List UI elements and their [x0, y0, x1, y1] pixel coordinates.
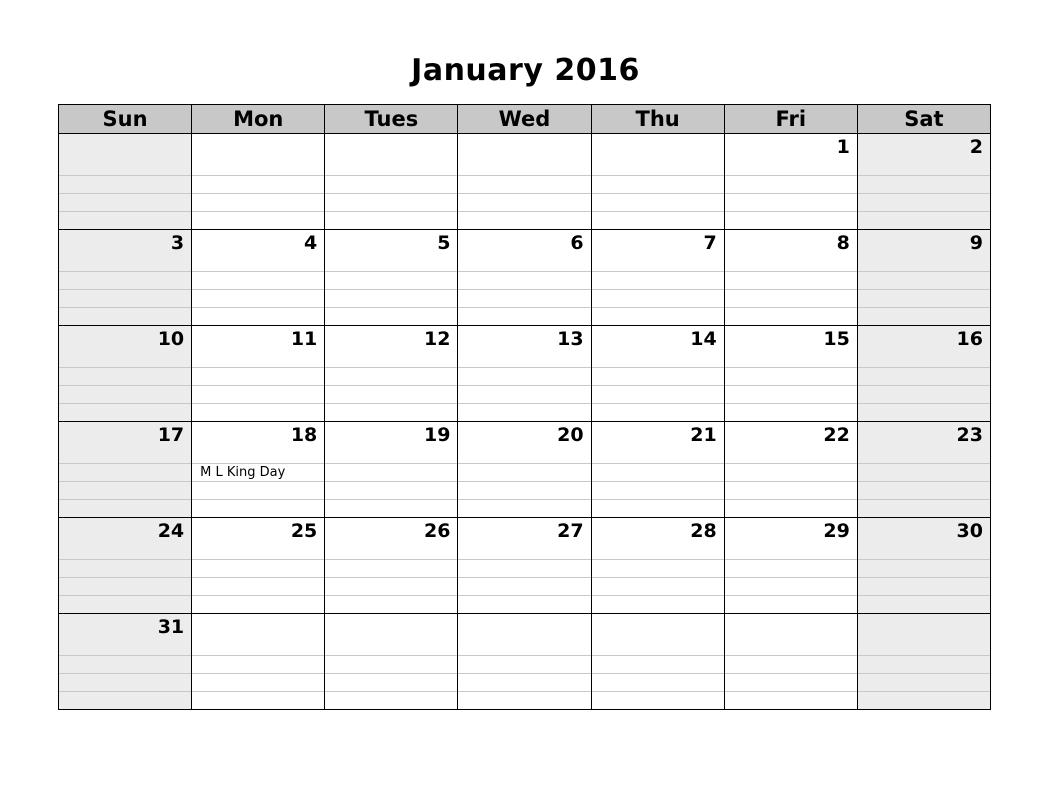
day-number: 26 [423, 520, 451, 542]
week-row [59, 518, 991, 614]
week-row [59, 422, 991, 518]
day-cell[interactable] [724, 614, 857, 710]
writing-line [858, 175, 990, 176]
writing-line [59, 691, 191, 692]
day-cell[interactable] [724, 134, 857, 230]
day-number: 5 [437, 232, 451, 254]
calendar-body [59, 134, 991, 710]
writing-line [325, 481, 457, 482]
day-cell[interactable] [192, 230, 325, 326]
writing-line [59, 289, 191, 290]
writing-line [858, 193, 990, 194]
writing-line [725, 175, 857, 176]
day-cell[interactable] [192, 614, 325, 710]
week-row [59, 614, 991, 710]
day-number: 10 [157, 328, 185, 350]
day-number: 11 [290, 328, 318, 350]
day-cell[interactable] [458, 422, 591, 518]
calendar-title: January 2016 [411, 53, 640, 88]
writing-line [592, 289, 724, 290]
writing-line [725, 367, 857, 368]
day-number: 3 [170, 232, 185, 254]
day-number: 29 [823, 520, 850, 542]
writing-line [325, 193, 457, 194]
writing-line [725, 577, 857, 578]
writing-line [458, 385, 590, 386]
writing-line [458, 367, 590, 368]
day-number: 30 [956, 520, 983, 542]
writing-line [725, 481, 857, 482]
day-cell[interactable] [192, 518, 325, 614]
day-number: 8 [836, 232, 850, 254]
day-cell[interactable] [857, 422, 990, 518]
writing-line [725, 691, 857, 692]
writing-line [725, 559, 857, 560]
writing-line [325, 289, 457, 290]
day-number: 7 [703, 232, 717, 254]
writing-line [458, 463, 590, 464]
writing-line [858, 385, 990, 386]
day-number: 6 [570, 232, 584, 254]
writing-line [192, 403, 324, 404]
day-cell[interactable] [857, 518, 990, 614]
weekday-wed: Wed [458, 105, 591, 134]
day-cell[interactable] [192, 422, 325, 518]
day-cell[interactable] [591, 614, 724, 710]
writing-line [325, 577, 457, 578]
writing-line [592, 271, 724, 272]
writing-line [325, 463, 457, 464]
day-cell[interactable] [192, 134, 325, 230]
writing-line [725, 403, 857, 404]
writing-line [858, 499, 990, 500]
week-row [59, 230, 991, 326]
day-number: 27 [557, 520, 584, 542]
day-cell[interactable] [192, 326, 325, 422]
writing-line [192, 175, 324, 176]
writing-line [858, 481, 990, 482]
day-number: 4 [304, 232, 318, 254]
day-cell[interactable] [458, 134, 591, 230]
writing-line [458, 175, 590, 176]
day-number: 18 [290, 424, 318, 446]
writing-line [192, 673, 324, 674]
writing-line [192, 499, 324, 500]
day-number: 21 [690, 424, 717, 446]
day-cell[interactable] [59, 134, 192, 230]
writing-line [59, 367, 191, 368]
day-number: 15 [823, 328, 850, 350]
writing-line [59, 577, 191, 578]
writing-line [59, 307, 191, 308]
writing-line [858, 673, 990, 674]
writing-line [59, 559, 191, 560]
day-cell[interactable] [591, 518, 724, 614]
writing-line [858, 289, 990, 290]
writing-line [325, 403, 457, 404]
day-cell[interactable] [325, 326, 458, 422]
writing-line [858, 559, 990, 560]
writing-line [458, 193, 590, 194]
writing-line [325, 307, 457, 308]
day-number: 13 [557, 328, 584, 350]
writing-line [725, 385, 857, 386]
day-cell[interactable] [724, 326, 857, 422]
writing-line [192, 577, 324, 578]
writing-line [725, 595, 857, 596]
writing-line [325, 385, 457, 386]
writing-line [458, 211, 590, 212]
day-number: 24 [157, 520, 185, 542]
day-number: 19 [423, 424, 451, 446]
writing-line [192, 289, 324, 290]
writing-line [325, 367, 457, 368]
writing-line [592, 481, 724, 482]
day-number: 25 [290, 520, 318, 542]
writing-line [858, 271, 990, 272]
writing-line [592, 577, 724, 578]
day-cell[interactable] [857, 230, 990, 326]
day-cell[interactable] [59, 614, 192, 710]
day-cell[interactable] [724, 422, 857, 518]
writing-line [458, 655, 590, 656]
weekday-thu: Thu [591, 105, 724, 134]
day-cell[interactable] [325, 422, 458, 518]
writing-line [59, 403, 191, 404]
day-number: 12 [423, 328, 451, 350]
writing-line [325, 499, 457, 500]
writing-line [192, 193, 324, 194]
writing-line [858, 577, 990, 578]
writing-line [725, 499, 857, 500]
writing-line [192, 307, 324, 308]
writing-line [458, 577, 590, 578]
writing-line [592, 463, 724, 464]
day-cell[interactable] [59, 422, 192, 518]
event-label: M L King Day [200, 465, 286, 480]
writing-line [458, 499, 590, 500]
writing-line [192, 481, 324, 482]
writing-line [592, 673, 724, 674]
day-cell[interactable] [458, 326, 591, 422]
writing-line [858, 211, 990, 212]
weekday-header-row [59, 105, 991, 134]
day-cell[interactable] [59, 230, 192, 326]
day-cell[interactable] [591, 326, 724, 422]
writing-line [192, 691, 324, 692]
writing-line [325, 271, 457, 272]
writing-line [325, 175, 457, 176]
day-cell[interactable] [857, 326, 990, 422]
writing-line [192, 595, 324, 596]
day-cell[interactable] [325, 230, 458, 326]
writing-line [192, 211, 324, 212]
day-cell[interactable] [458, 230, 591, 326]
writing-line [858, 403, 990, 404]
day-cell[interactable] [325, 614, 458, 710]
writing-line [59, 595, 191, 596]
writing-line [192, 655, 324, 656]
writing-line [325, 673, 457, 674]
writing-line [725, 307, 857, 308]
day-cell[interactable] [591, 134, 724, 230]
writing-line [59, 673, 191, 674]
writing-line [725, 673, 857, 674]
writing-line [858, 463, 990, 464]
writing-line [458, 289, 590, 290]
writing-line [592, 559, 724, 560]
writing-line [725, 655, 857, 656]
writing-line [59, 499, 191, 500]
writing-line [592, 211, 724, 212]
writing-line [59, 463, 191, 464]
day-number: 28 [690, 520, 717, 542]
day-number: 22 [823, 424, 850, 446]
weekday-sat: Sat [857, 105, 990, 134]
day-number: 17 [157, 424, 185, 446]
writing-line [592, 175, 724, 176]
writing-line [592, 499, 724, 500]
writing-line [858, 655, 990, 656]
writing-line [458, 691, 590, 692]
writing-line [858, 307, 990, 308]
writing-line [458, 307, 590, 308]
writing-line [592, 655, 724, 656]
day-number: 31 [157, 616, 185, 638]
writing-line [725, 211, 857, 212]
day-number: 16 [956, 328, 983, 350]
writing-line [592, 691, 724, 692]
writing-line [458, 403, 590, 404]
writing-line [725, 289, 857, 290]
day-number: 9 [969, 232, 983, 254]
weekday-tues: Tues [325, 105, 458, 134]
week-row [59, 326, 991, 422]
writing-line [59, 655, 191, 656]
writing-line [458, 559, 590, 560]
day-cell[interactable] [857, 134, 990, 230]
writing-line [592, 307, 724, 308]
day-cell[interactable] [458, 518, 591, 614]
day-cell[interactable] [591, 422, 724, 518]
day-cell[interactable] [325, 518, 458, 614]
writing-line [59, 211, 191, 212]
writing-line [192, 385, 324, 386]
writing-line [325, 559, 457, 560]
writing-line [192, 559, 324, 560]
day-cell[interactable] [724, 230, 857, 326]
week-row [59, 134, 991, 230]
calendar-grid [58, 104, 991, 710]
writing-line [325, 211, 457, 212]
writing-line [192, 367, 324, 368]
day-cell[interactable] [857, 614, 990, 710]
writing-line [858, 367, 990, 368]
day-number: 2 [969, 136, 983, 158]
writing-line [458, 595, 590, 596]
writing-line [192, 271, 324, 272]
writing-line [592, 193, 724, 194]
writing-line [59, 271, 191, 272]
day-cell[interactable] [724, 518, 857, 614]
writing-line [592, 403, 724, 404]
writing-line [458, 481, 590, 482]
day-cell[interactable] [59, 518, 192, 614]
writing-line [592, 385, 724, 386]
writing-line [725, 193, 857, 194]
weekday-mon: Mon [192, 105, 325, 134]
writing-line [325, 691, 457, 692]
day-cell[interactable] [59, 326, 192, 422]
writing-line [725, 271, 857, 272]
weekday-fri: Fri [724, 105, 857, 134]
day-cell[interactable] [458, 614, 591, 710]
day-number: 1 [836, 136, 850, 158]
writing-line [325, 595, 457, 596]
writing-line [725, 463, 857, 464]
writing-line [59, 193, 191, 194]
writing-line [592, 367, 724, 368]
writing-line [858, 691, 990, 692]
writing-line [858, 595, 990, 596]
writing-line [458, 271, 590, 272]
day-number: 23 [956, 424, 983, 446]
weekday-sun: Sun [59, 105, 192, 134]
day-cell[interactable] [325, 134, 458, 230]
writing-line [59, 481, 191, 482]
writing-line [592, 595, 724, 596]
writing-line [458, 673, 590, 674]
day-number: 20 [557, 424, 584, 446]
day-cell[interactable] [591, 230, 724, 326]
writing-line [325, 655, 457, 656]
day-number: 14 [690, 328, 717, 350]
writing-line [59, 175, 191, 176]
writing-line [59, 385, 191, 386]
